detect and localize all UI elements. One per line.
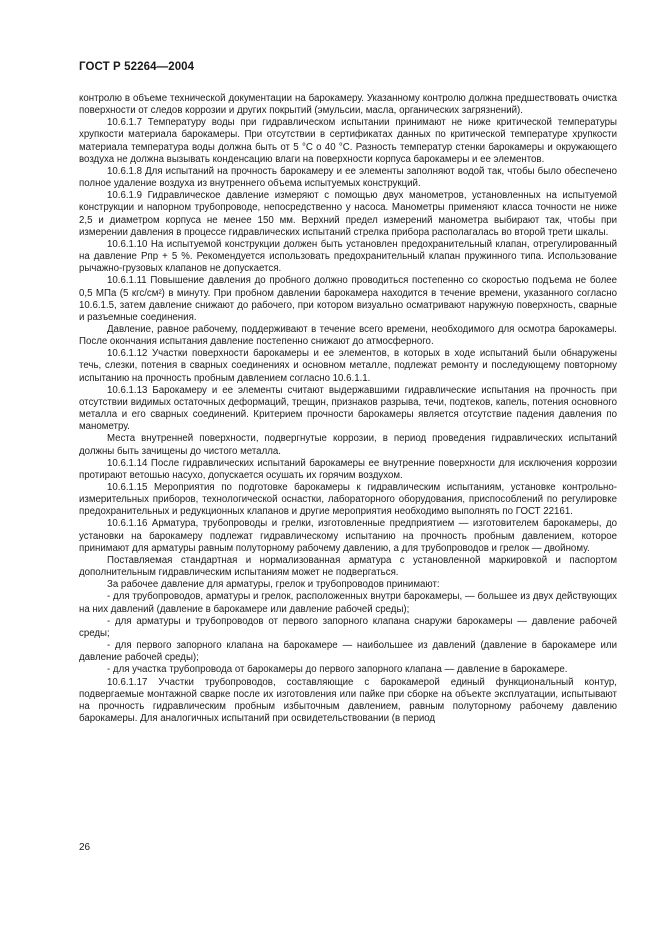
page-number: 26 xyxy=(79,842,91,853)
paragraph: 10.6.1.14 После гидравлических испытаний барокамеры ее внутренние поверхности для исключения коррозии протирают ветошью насухо, допускается осушать их горячим воздухом. xyxy=(79,457,617,481)
paragraph: 10.6.1.8 Для испытаний на прочность барокамеру и ее элементы заполняют водой так, чтобы было обеспечено полное удаление воздуха из внутреннего объема испытуемых конструкций. xyxy=(79,165,617,190)
paragraph: 10.6.1.7 Температуру воды при гидравлическом испытании принимают не ниже критической температуры хрупкости материала барокамеры. При отсутствии в сертификатах данных по критической температуре хрупкости материала температура воды должна быть от 5 °С о 40 °С. Разность температур стенки барокамеры и окружающего воздуха не должна вызывать конденсацию влаги на поверхности корпуса барокамеры и ее элементов. xyxy=(79,117,617,165)
body-text xyxy=(79,93,617,725)
paragraph: 10.6.1.11 Повышение давления до пробного должно проводиться постепенно со скоростью подъема не более 0,5 МПа (5 кгс/см²) в минуту. При пробном давлении барокамера находится в течение времени, указанного согласно 10.6.1.5, затем давление снижают до рабочего, при котором визуально осматривают наружную поверхность, сварные и разъемные соединения. xyxy=(79,275,617,323)
paragraph: 10.6.1.17 Участки трубопроводов, составляющие с барокамерой единый функциональный контур, подвергаемые монтажной сварке после их изготовления или пайке при сборке на объекте эксплуатации, испытывают на прочность гидравлическим пробным избыточным давлением, равным полуторному рабочему давлению барокамеры. Для аналогичных испытаний при освидетельствовании (в период xyxy=(79,676,617,724)
paragraph: Давление, равное рабочему, поддерживают в течение всего времени, необходимого для осмотра барокамеры. После окончания испытания давление постепенно снижают до атмосферного. xyxy=(79,323,617,348)
paragraph: 10.6.1.15 Мероприятия по подготовке барокамеры к гидравлическим испытаниям, установке контрольно-измерительных приборов, технологической оснастки, лабораторного оборудования, приспособлений по регулировке предохранительных и редукционных клапанов и другие мероприятия необходимо выполнять по ГОСТ 22161. xyxy=(79,482,617,518)
paragraph: 10.6.1.10 На испытуемой конструкции должен быть установлен предохранительный клапан, отрегулированный на давление Pпр + 5 %. Рекомендуется использовать предохранительный клапан пружинного типа. Использование рычажно-грузовых клапанов не допускается. xyxy=(79,238,617,275)
paragraph: - для арматуры и трубопроводов от первого запорного клапана снаружи барокамеры — давление рабочей среды; xyxy=(79,615,617,639)
paragraph: 10.6.1.16 Арматура, трубопроводы и грелки, изготовленные предприятием — изготовителем барокамеры, до установки на барокамеру подлежат гидравлическому испытанию на прочность пробным давлением, которое принимают для арматуры равным полуторному рабочему давлению, а для трубопроводов и грелок — двойному. xyxy=(79,518,617,554)
paragraph: - для первого запорного клапана на барокамере — наибольшее из давлений (давление в барокамере или давление рабочей среды); xyxy=(79,640,617,664)
paragraph: Места внутренней поверхности, подвергнутые коррозии, в период проведения гидравлических испытаний должны быть зачищены до чистого металла. xyxy=(79,433,617,457)
paragraph: - для трубопроводов, арматуры и грелок, расположенных внутри барокамеры, — большее из двух действующих на них давлений (давление в барокамере или давление рабочей среды); xyxy=(79,591,617,615)
paragraph: 10.6.1.9 Гидравлическое давление измеряют с помощью двух манометров, установленных на испытуемой конструкции и напорном трубопроводе, непосредственно у насоса. Манометры применяют класса точности не ниже 2,5 и диаметром корпуса не менее 150 мм. Верхний предел измерений манометра выбирают так, чтобы при измерении давления в процессе гидравлических испытаний стрелка прибора располагалась во второй трети шкалы. xyxy=(79,190,617,238)
paragraph: Поставляемая стандартная и нормализованная арматура с установленной маркировкой и паспортом дополнительным гидравлическим испытаниям может не подвергаться. xyxy=(79,554,617,579)
paragraph: 10.6.1.12 Участки поверхности барокамеры и ее элементов, в которых в ходе испытаний были обнаружены течь, слезки, потения в сварных соединениях и основном металле, подлежат ремонту и последующему повторному испытанию на прочность пробным давлением согласно 10.6.1.1. xyxy=(79,348,617,384)
standard-header: ГОСТ Р 52264—2004 xyxy=(79,61,195,73)
paragraph: За рабочее давление для арматуры, грелок и трубопроводов принимают: xyxy=(107,579,440,591)
paragraph: - для участка трубопровода от барокамеры до первого запорного клапана — давление в барокамере. xyxy=(107,664,568,676)
paragraph: 10.6.1.13 Барокамеру и ее элементы считают выдержавшими гидравлические испытания на прочность при отсутствии видимых остаточных деформаций, трещин, признаков разрыва, течи, подтеков, капель, потения основного металла и его сварных соединений. Критерием прочности барокамеры является отсутствие падения давления по манометру. xyxy=(79,384,617,433)
paragraph: контролю в объеме технической документации на барокамеру. Указанному контролю должна предшествовать очистка поверхности от следов коррозии и других покрытий (эмульсии, масла, органических загрязнений). xyxy=(79,93,617,117)
